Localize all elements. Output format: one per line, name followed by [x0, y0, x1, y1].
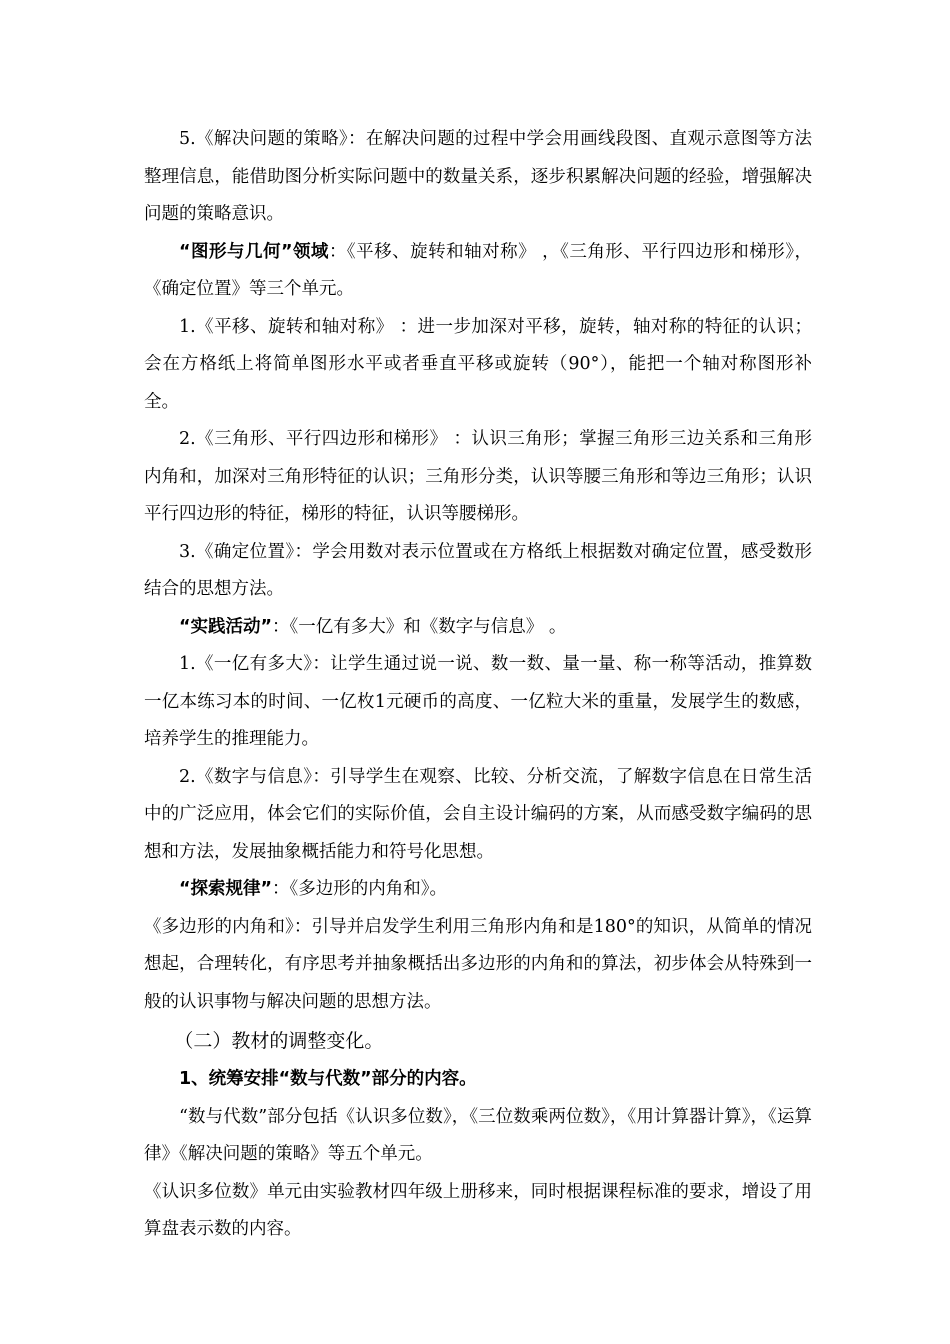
paragraph-patterns-domain [144, 871, 812, 909]
paragraph-digits-info: 2.《数字与信息》：引导学生在观察、比较、分析交流，了解数字信息在日常生活中的广泛应用，体会它们的实际价值，会自主设计编码的方案，从而感受数字编码的思想和方法，发展抽象概括能力和符号化思想。 [144, 766, 812, 862]
paragraph-translation-rotation: 1.《平移、旋转和轴对称》 ：进一步加深对平移，旋转，轴对称的特征的认识；会在方格纸上将简单图形水平或者垂直平移或旋转（90°），能把一个轴对称图形补全。 [144, 316, 812, 412]
paragraph-number-algebra: “数与代数”部分包括《认识多位数》，《三位数乘两位数》，《用计算器计算》，《运算律》《解决问题的策略》等五个单元。 [144, 1106, 812, 1164]
paragraph-geometry-domain [144, 234, 812, 309]
paragraph-position: 3.《确定位置》：学会用数对表示位置或在方格纸上根据数对确定位置，感受数形结合的思想方法。 [144, 541, 812, 599]
paragraph-strategy: 5.《解决问题的策略》：在解决问题的过程中学会用画线段图、直观示意图等方法整理信息，能借助图分析实际问题中的数量关系，逐步积累解决问题的经验，增强解决问题的策略意识。 [144, 129, 812, 224]
section-heading: （二）教材的调整变化。 [174, 1030, 384, 1052]
paragraph-triangles: 2.《三角形、平行四边形和梯形》 ：认识三角形；掌握三角形三边关系和三角形内角和，加深对三角形特征的认识；三角形分类，认识等腰三角形和等边三角形；认识平行四边形的特征，梯形的特征，认识等腰梯形。 [144, 429, 812, 524]
patterns-domain-text: ：《多边形的内角和》。 [272, 879, 448, 899]
practice-domain-text: ：《一亿有多大》和《数字与信息》 。 [272, 616, 567, 637]
paragraph-multi-digit: 《认识多位数》单元由实验教材四年级上册移来，同时根据课程标准的要求，增设了用算盘表示数的内容。 [144, 1181, 812, 1239]
patterns-domain-lead: “探索规律” [179, 879, 273, 899]
paragraph-polygon-angles: 《多边形的内角和》：引导并启发学生利用三角形内角和是180°的知识，从简单的情况想起，合理转化，有序思考并抽象概括出多边形的内角和的算法，初步体会从特殊到一般的认识事物与解决问题的思想方法。 [144, 916, 812, 1012]
subsection-heading: 1、统筹安排“数与代数”部分的内容。 [179, 1069, 477, 1089]
practice-domain-lead: “实践活动” [179, 616, 273, 637]
paragraph-practice-domain [144, 609, 812, 647]
geometry-domain-lead: “图形与几何”领域 [179, 241, 329, 262]
geometry-domain-text: ：《平移、旋转和轴对称》 ，《三角形、平行四边形和梯形》，《确定位置》等三个单元。 [144, 241, 812, 299]
paragraph-hundred-million: 1.《一亿有多大》：让学生通过说一说、数一数、量一量、称一称等活动，推算数一亿本练习本的时间、一亿枚1元硬币的高度、一亿粒大米的重量，发展学生的数感，培养学生的推理能力。 [144, 654, 812, 749]
